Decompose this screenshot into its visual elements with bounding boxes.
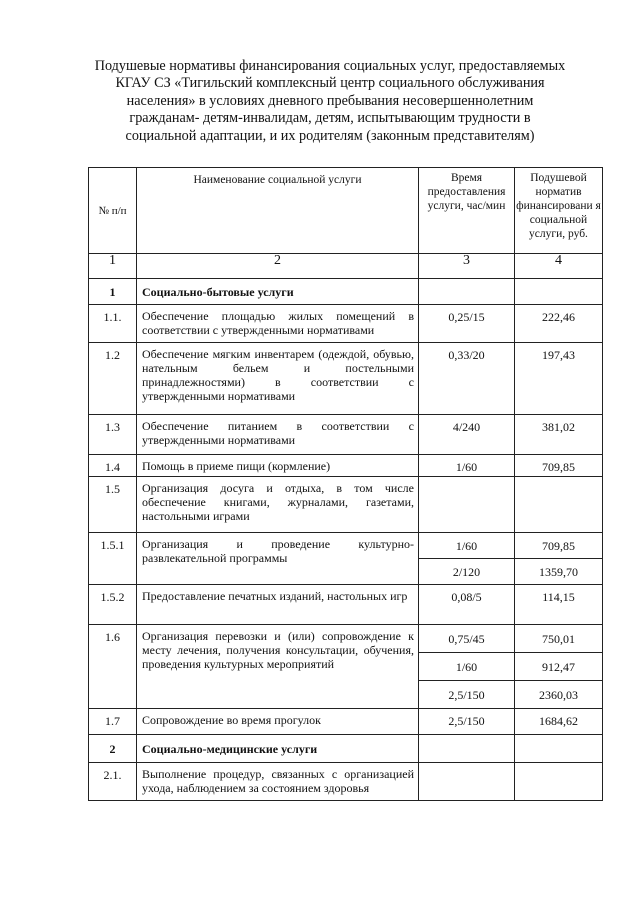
column-index: 3 [419,254,515,279]
time-cell: 0,33/20 [419,343,515,415]
section-title: Социально-медицинские услуги [137,735,419,763]
row-num: 1.6 [89,625,137,709]
service-name: Обеспечение питанием в соответствии с утвержденными нормативами [137,415,419,455]
table-row [89,709,603,735]
norm-cell: 381,02 [515,415,603,455]
row-num: 1.5 [89,477,137,533]
time-cell [419,763,515,801]
time-cell: 0,75/45 [419,625,515,653]
row-num: 1.2 [89,343,137,415]
column-index: 1 [89,254,137,279]
section-row [89,735,603,763]
column-index: 4 [515,254,603,279]
table-row [89,455,603,477]
norm-cell: 2360,03 [515,681,603,709]
column-index-row [89,254,603,279]
service-name: Организация досуга и отдыха, в том числе обеспечение книгами, журналами, газетами, настольными играми [137,477,419,533]
table-row [89,533,603,559]
row-num: 2.1. [89,763,137,801]
table-row [89,343,603,415]
norm-cell [515,735,603,763]
table-row [89,763,603,801]
norm-cell: 1684,62 [515,709,603,735]
norm-cell: 1359,70 [515,559,603,585]
norm-cell: 750,01 [515,625,603,653]
norm-cell: 197,43 [515,343,603,415]
row-num: 1 [89,279,137,305]
section-title: Социально-бытовые услуги [137,279,419,305]
time-cell [419,477,515,533]
table-row [89,625,603,653]
time-cell: 4/240 [419,415,515,455]
time-cell [419,279,515,305]
title-line: Подушевые нормативы финансирования социальных услуг, предоставляемых [94,58,566,74]
table-row [89,305,603,343]
time-cell: 2/120 [419,559,515,585]
table-header-row [89,168,603,254]
row-num: 2 [89,735,137,763]
norms-table [88,167,603,801]
norm-cell [515,279,603,305]
row-num: 1.5.1 [89,533,137,585]
header-norm: Подушевой норматив финансировани я социальной услуги, руб. [515,168,603,254]
service-name: Предоставление печатных изданий, настольных игр [137,585,419,625]
title-line: КГАУ СЗ «Тигильский комплексный центр социального обслуживания [115,75,545,92]
header-num: № п/п [89,168,137,254]
service-name: Организация и проведение культурно-развлекательной программы [137,533,419,585]
time-cell: 1/60 [419,533,515,559]
norm-cell [515,763,603,801]
row-num: 1.4 [89,455,137,477]
service-name: Обеспечение мягким инвентарем (одеждой, обувью, нательным бельем и постельными принадлежностями) в соответствии с утвержденными нормативами [137,343,419,415]
norm-cell: 709,85 [515,533,603,559]
row-num: 1.7 [89,709,137,735]
time-cell: 1/60 [419,653,515,681]
header-time: Время предоставления услуги, час/мин [419,168,515,254]
service-name: Обеспечение площадью жилых помещений в соответствии с утвержденными нормативами [137,305,419,343]
table-row [89,415,603,455]
header-service-name: Наименование социальной услуги [137,168,419,254]
service-name: Сопровождение во время прогулок [137,709,419,735]
page-title [60,58,600,145]
column-index: 2 [137,254,419,279]
row-num: 1.5.2 [89,585,137,625]
title-line: населения» в условиях дневного пребывания несовершеннолетним [126,92,534,109]
time-cell: 0,08/5 [419,585,515,625]
title-line: гражданам- детям-инвалидам, детям, испытывающим трудности в [129,110,531,127]
table-row [89,477,603,533]
service-name: Помощь в приеме пищи (кормление) [137,455,419,477]
norm-cell: 912,47 [515,653,603,681]
norm-cell: 114,15 [515,585,603,625]
title-line: социальной адаптации, и их родителям (законным представителям) [125,127,535,144]
service-name: Организация перевозки и (или) сопровождение к месту лечения, получения консультации, обучения, проведения культурных мероприятий [137,625,419,709]
time-cell: 1/60 [419,455,515,477]
table-row [89,585,603,625]
time-cell: 2,5/150 [419,681,515,709]
norm-cell: 222,46 [515,305,603,343]
row-num: 1.3 [89,415,137,455]
norm-cell: 709,85 [515,455,603,477]
norm-cell [515,477,603,533]
time-cell [419,735,515,763]
service-name: Выполнение процедур, связанных с организацией ухода, наблюдением за состоянием здоровья [137,763,419,801]
section-row [89,279,603,305]
row-num: 1.1. [89,305,137,343]
time-cell: 0,25/15 [419,305,515,343]
time-cell: 2,5/150 [419,709,515,735]
